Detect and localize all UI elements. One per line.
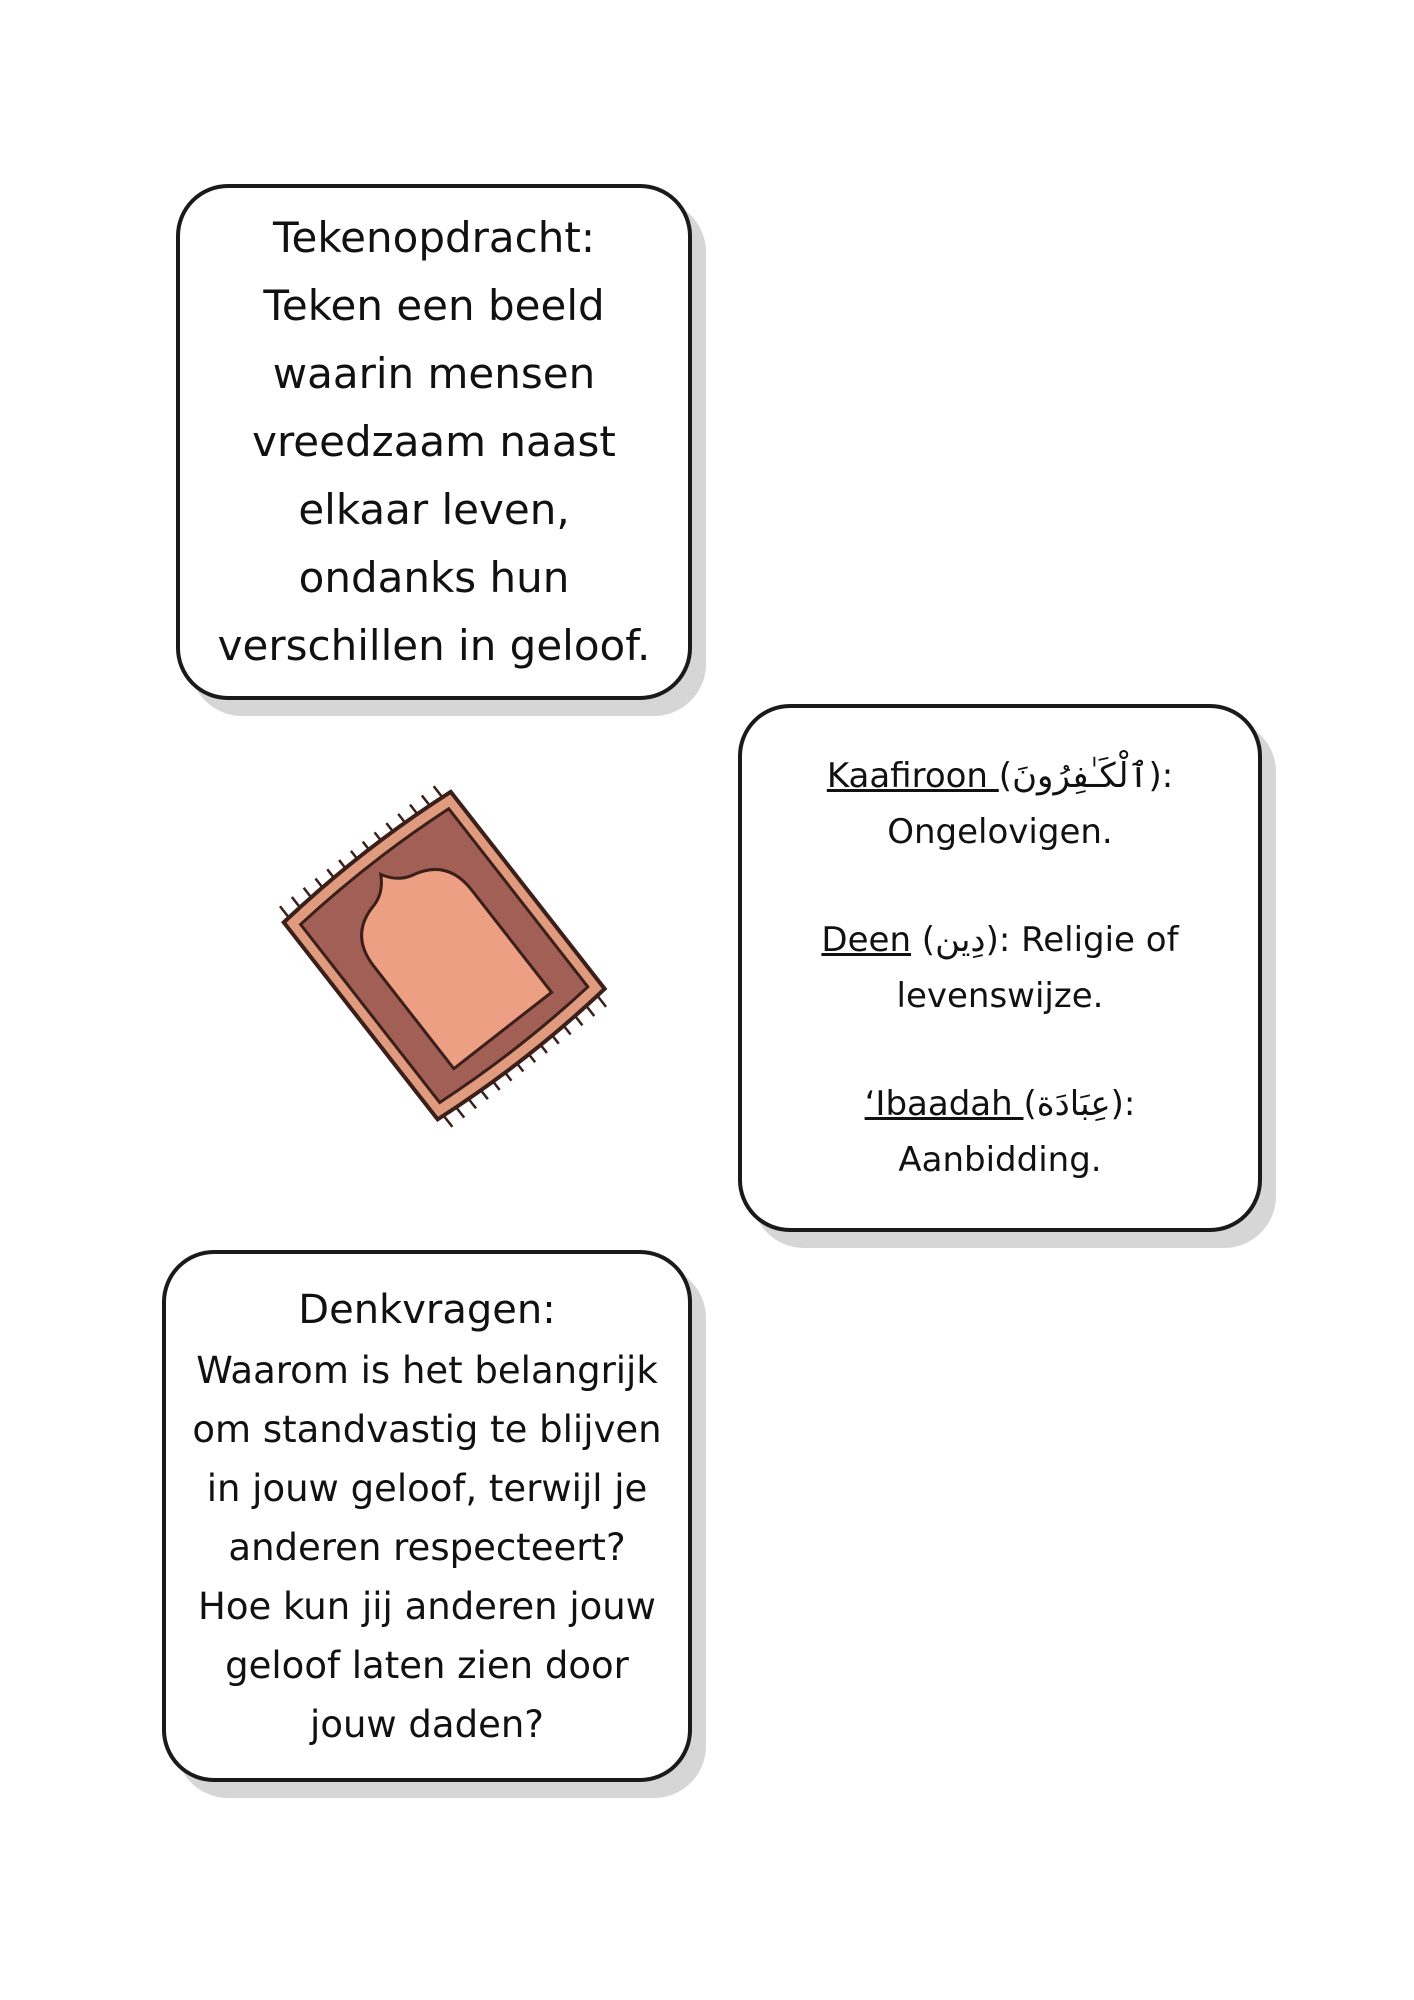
vocabulary-arabic: (دِين): bbox=[911, 920, 1011, 960]
vocabulary-item bbox=[742, 912, 1258, 1024]
vocabulary-card bbox=[738, 704, 1262, 1232]
prayer-rug-icon bbox=[250, 760, 640, 1150]
vocabulary-arabic: (عِبَادَة): bbox=[1023, 1084, 1136, 1124]
reflection-questions-text: Waarom is het belangrijk om standvastig te blijven in jouw geloof, terwijl je anderen respecteert? Hoe kun jij anderen jouw geloof laten zien door jouw daden? bbox=[192, 1348, 662, 1746]
vocabulary-item bbox=[865, 1076, 1136, 1188]
vocabulary-definition: Religie of levenswijze. bbox=[896, 920, 1179, 1016]
drawing-assignment-title: Tekenopdracht: bbox=[273, 213, 595, 262]
vocabulary-term: ‘Ibaadah bbox=[864, 1084, 1024, 1124]
vocabulary-definition: Ongelovigen. bbox=[887, 812, 1113, 852]
vocabulary-item bbox=[827, 748, 1173, 860]
drawing-assignment-card bbox=[176, 184, 692, 700]
vocabulary-term: Deen bbox=[821, 920, 911, 960]
vocabulary-arabic: (ٱلْكَـٰفِرُونَ): bbox=[998, 756, 1174, 796]
vocabulary-term: Kaafiroon bbox=[826, 756, 999, 796]
reflection-questions-title: Denkvragen: bbox=[298, 1286, 556, 1333]
vocabulary-definition: Aanbidding. bbox=[898, 1140, 1102, 1180]
drawing-assignment-text: Teken een beeld waarin mensen vreedzaam naast elkaar leven, ondanks hun verschillen in geloof. bbox=[217, 281, 651, 670]
reflection-questions-card bbox=[162, 1250, 692, 1782]
